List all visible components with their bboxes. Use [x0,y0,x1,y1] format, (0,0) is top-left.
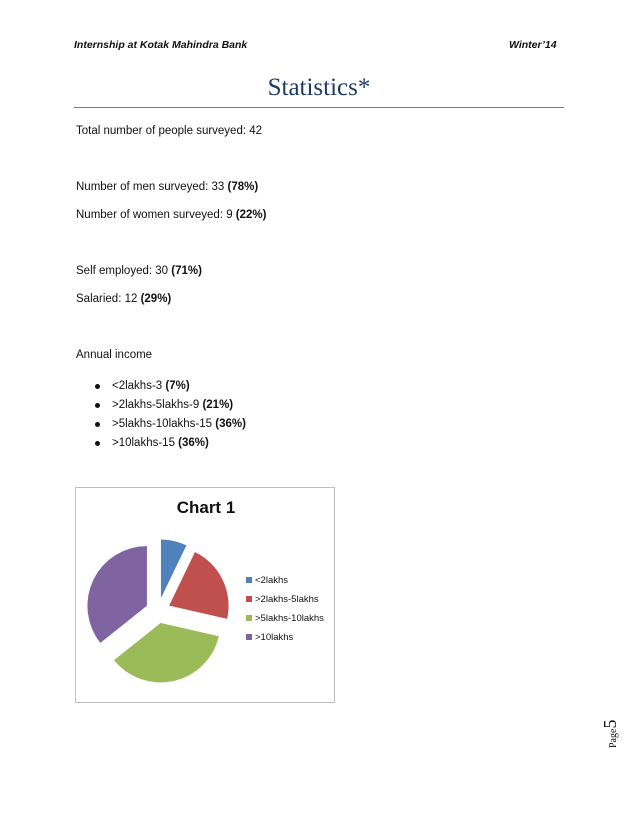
page-title: Statistics* [267,74,371,101]
legend-item [246,613,324,632]
total-surveyed-text: Total number of people surveyed: 42 [76,125,263,137]
bullet-icon [95,384,100,389]
men-surveyed-pct: (78%) [227,181,259,193]
legend-swatch [246,615,252,621]
chart-title: Chart 1 [176,498,236,517]
legend-label: >5lakhs-10lakhs [255,613,324,624]
income-text: >10lakhs-15 [112,437,179,449]
pie-slice-2 [114,623,219,683]
women-surveyed-text: Number of women surveyed: 9 [76,209,236,221]
salaried-pct: (29%) [140,293,172,305]
legend-label: <2lakhs [255,575,289,586]
income-pct: (36%) [215,418,246,430]
income-pct: (36%) [178,437,209,449]
self-employed-pct: (71%) [171,265,202,277]
women-surveyed [76,209,266,221]
men-surveyed [76,181,258,193]
title-underline [74,107,564,108]
list-item [95,415,246,434]
self-employed-text: Self employed: 30 [76,265,172,277]
pie-slice-3 [87,546,147,643]
legend-label: >10lakhs [255,632,294,643]
salaried [76,293,171,305]
list-item [95,377,246,396]
page-number: 5 [600,719,620,729]
bullet-icon [95,422,100,427]
salaried-text: Salaried: 12 [76,293,141,305]
income-text: >5lakhs-10lakhs-15 [112,418,216,430]
bullet-icon [95,441,100,446]
legend-swatch [246,577,252,583]
income-text: <2lakhs-3 [112,380,166,392]
page-number-label [592,708,622,748]
income-pct: (7%) [165,380,190,392]
income-text: >2lakhs-5lakhs-9 [112,399,203,411]
legend-item [246,632,324,651]
annual-income-label: Annual income [76,349,153,361]
bullet-icon [95,403,100,408]
income-pct: (21%) [202,399,234,411]
women-surveyed-pct: (22%) [235,209,267,221]
list-item [95,396,246,415]
pie-chart [75,487,335,703]
list-item [95,434,246,453]
men-surveyed-text: Number of men surveyed: 33 [76,181,228,193]
legend-swatch [246,596,252,602]
legend-label: >2lakhs-5lakhs [255,594,319,605]
chart-legend [246,575,324,651]
page-word: Page [608,728,619,748]
legend-item [246,575,324,594]
header-term: Winter’14 [509,39,557,51]
income-list [95,377,246,453]
legend-item [246,594,324,613]
legend-swatch [246,634,252,640]
self-employed [76,265,202,277]
total-surveyed [76,125,262,137]
header-title: Internship at Kotak Mahindra Bank [74,39,248,51]
